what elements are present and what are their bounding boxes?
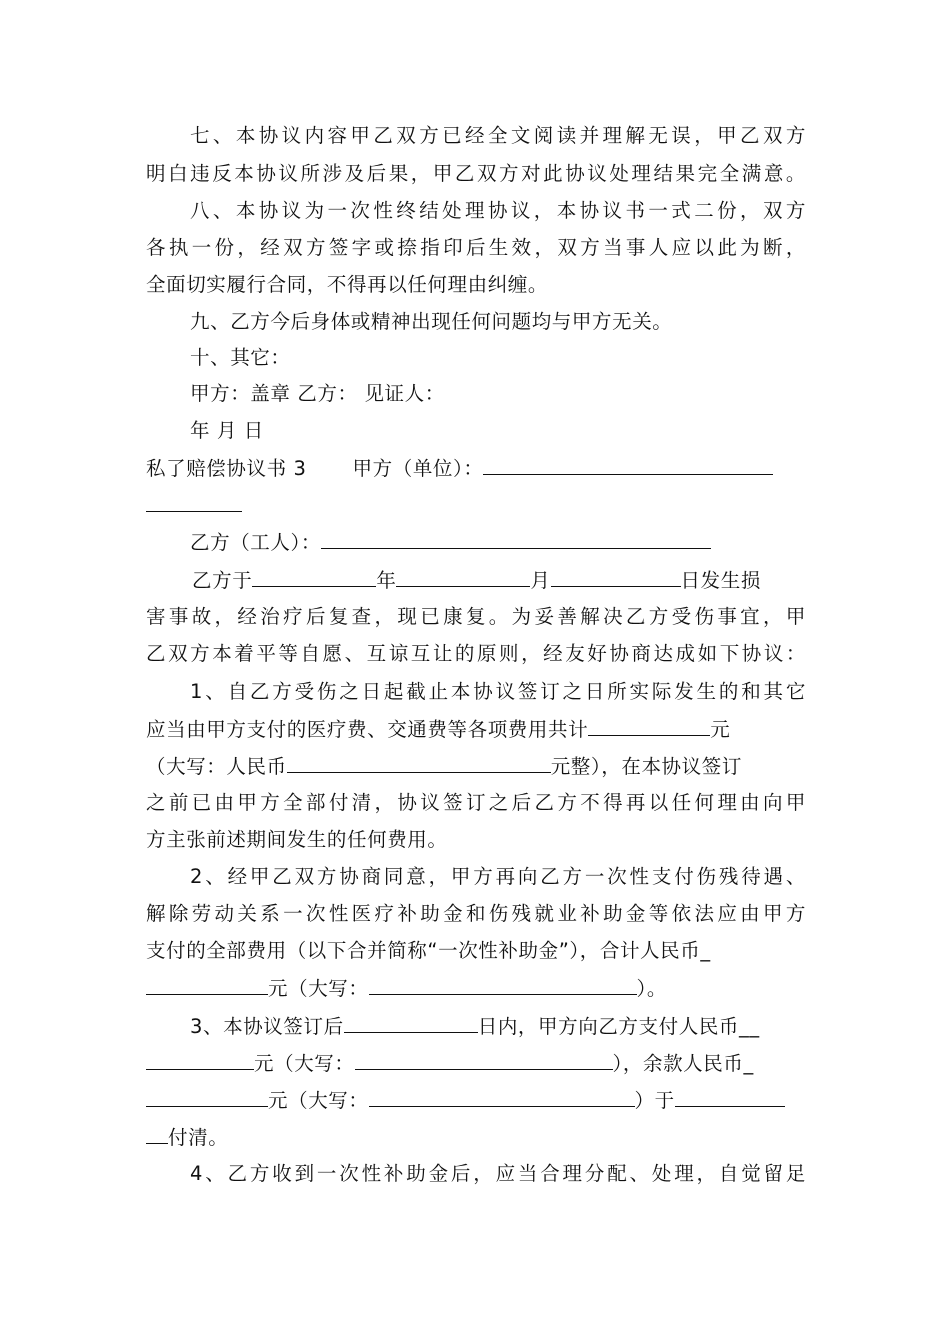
clause-1-text-a: 应当由甲方支付的医疗费、交通费等各项费用共计 xyxy=(146,718,589,741)
party-a-seal-label: 甲方：盖章 xyxy=(190,382,291,405)
witness-label: 见证人： xyxy=(364,382,445,405)
accident-year-blank xyxy=(252,565,376,587)
clause-2-text-b: ）。 xyxy=(636,977,667,1000)
clause-1-line-3 xyxy=(146,751,742,781)
first-payment-blank xyxy=(146,1048,254,1070)
clause-3-text-d: ），余款人民币_ xyxy=(612,1052,754,1075)
accident-day-blank xyxy=(551,565,681,587)
clause-2-text-a: 元（大写： xyxy=(268,977,369,1000)
clause-1-text-b: 元 xyxy=(710,718,731,741)
clause-1-line-1: 1、自乙方受伤之日起截止本协议签订之日所实际发生的和其它 xyxy=(190,680,806,703)
section-10: 十、其它： xyxy=(190,346,291,369)
party-b-blank xyxy=(321,527,711,549)
party-a-blank-continued xyxy=(146,490,242,512)
expenses-uppercase-blank xyxy=(287,751,551,773)
party-b-worker-label: 乙方（工人）： xyxy=(190,531,321,554)
section-7-line-2: 明白违反本协议所涉及后果，甲乙双方对此协议处理结果完全满意。 xyxy=(146,162,806,185)
clause-3-text-e: 元（大写： xyxy=(268,1089,369,1112)
clause-3-line-1 xyxy=(190,1011,760,1041)
clause-2-line-3: 支付的全部费用（以下合并简称“一次性补助金”），合计人民币_ xyxy=(146,939,711,962)
intro-text-c: 月 xyxy=(530,569,551,592)
clause-3-text-a: 3、本协议签订后 xyxy=(190,1015,344,1038)
subsidy-uppercase-blank xyxy=(369,973,637,995)
clause-3-text-f: ）于 xyxy=(634,1089,675,1112)
intro-line-2: 害事故，经治疗后复查，现已康复。为妥善解决乙方受伤事宜，甲 xyxy=(146,605,806,628)
clause-2-line-2: 解除劳动关系一次性医疗补助金和伤残就业补助金等依法应由甲方 xyxy=(146,902,806,925)
payment-days-blank xyxy=(344,1011,478,1033)
clause-1-line-5: 方主张前述期间发生的任何费用。 xyxy=(146,828,448,851)
party-a-blank xyxy=(483,453,773,475)
expenses-amount-blank xyxy=(588,714,710,736)
intro-text-b: 年 xyxy=(376,569,397,592)
clause-3-text-g: 付清。 xyxy=(168,1126,229,1149)
balance-date-blank xyxy=(675,1085,785,1107)
clause-3-line-3 xyxy=(146,1085,785,1115)
intro-text-d: 日发生损 xyxy=(680,569,761,592)
clause-1-text-c: （大写：人民币 xyxy=(146,755,287,778)
clause-2-line-4 xyxy=(146,973,667,1003)
accident-month-blank xyxy=(396,565,530,587)
date-line: 年 月 日 xyxy=(190,419,264,442)
balance-date-blank-continued xyxy=(146,1122,168,1144)
section-8-line-1: 八、本协议为一次性终结处理协议，本协议书一式二份，双方 xyxy=(190,199,806,222)
first-payment-uppercase-blank xyxy=(355,1048,613,1070)
clause-1-line-2 xyxy=(146,714,730,744)
balance-uppercase-blank xyxy=(369,1085,635,1107)
clause-3-text-c: 元（大写： xyxy=(254,1052,355,1075)
clause-3-line-4 xyxy=(146,1122,228,1152)
doc3-title-line xyxy=(146,453,773,483)
balance-amount-blank xyxy=(146,1085,268,1107)
subsidy-amount-blank xyxy=(146,973,268,995)
clause-3-line-2 xyxy=(146,1048,754,1078)
clause-3-text-b: 日内，甲方向乙方支付人民币__ xyxy=(477,1015,760,1038)
clause-1-line-4: 之前已由甲方全部付清，协议签订之后乙方不得再以任何理由向甲 xyxy=(146,791,806,814)
clause-4-line-1: 4、乙方收到一次性补助金后，应当合理分配、处理，自觉留足 xyxy=(190,1162,806,1185)
party-a-blank-continued-line xyxy=(146,490,242,520)
party-a-unit-label: 甲方（单位）： xyxy=(352,457,484,480)
section-8-line-2: 各执一份，经双方签字或捺指印后生效，双方当事人应以此为断， xyxy=(146,236,806,259)
section-8-line-3: 全面切实履行合同，不得再以任何理由纠缠。 xyxy=(146,273,549,296)
signature-line xyxy=(190,379,445,409)
clause-2-line-1: 2、经甲乙双方协商同意，甲方再向乙方一次性支付伤残待遇、 xyxy=(190,865,806,888)
clause-1-text-d: 元整），在本协议签订 xyxy=(550,755,742,778)
intro-text-a: 乙方于 xyxy=(192,569,253,592)
doc3-title: 私了赔偿协议书 3 xyxy=(146,457,307,480)
party-b-sign-label: 乙方： xyxy=(297,382,358,405)
intro-line-1 xyxy=(192,565,761,595)
intro-line-3: 乙双方本着平等自愿、互谅互让的原则，经友好协商达成如下协议： xyxy=(146,642,806,665)
section-9: 九、乙方今后身体或精神出现任何问题均与甲方无关。 xyxy=(190,310,673,333)
section-7-line-1: 七、本协议内容甲乙双方已经全文阅读并理解无误，甲乙双方 xyxy=(190,124,806,147)
party-b-worker-line xyxy=(190,527,711,557)
